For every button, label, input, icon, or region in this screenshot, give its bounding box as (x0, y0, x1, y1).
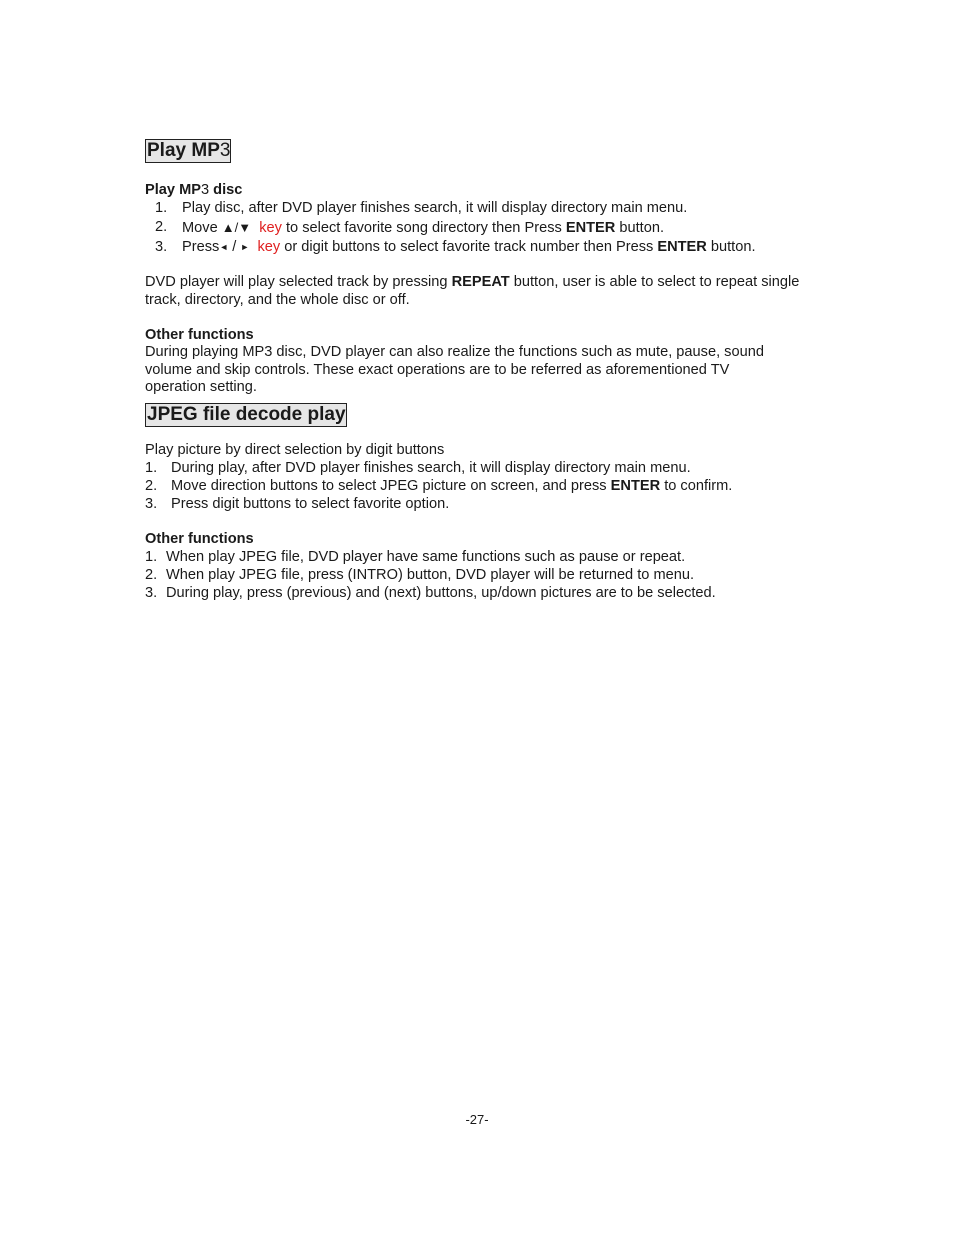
jpeg-intro: Play picture by direct selection by digit buttons (145, 441, 445, 458)
list-item: 3. Press digit buttons to select favorite option. (145, 495, 450, 512)
right-arrow-icon: ► (240, 242, 250, 252)
jpeg-section-heading: JPEG file decode play (147, 403, 346, 425)
key-label: key (259, 220, 282, 236)
list-item: 2. Move ▲/▼ key to select favorite song directory then Press ENTER button. (155, 219, 664, 236)
up-down-arrow-icon: ▲/▼ (221, 220, 252, 235)
page-number: -27- (465, 1112, 489, 1127)
jpeg-other-functions-heading: Other functions (145, 530, 254, 547)
list-item: 2. When play JPEG file, press (INTRO) button, DVD player will be returned to menu. (145, 566, 695, 583)
list-item: 1. During play, after DVD player finishes search, it will display directory main menu. (145, 459, 691, 476)
mp3-steps-list (145, 199, 845, 257)
manual-page-content (145, 139, 845, 602)
mp3-section-heading: Play MP3 (147, 140, 231, 161)
mp3-other-functions-heading: Other functions (145, 327, 254, 344)
list-item: 3. During play, press (previous) and (next) buttons, up/down pictures are to be selected. (145, 584, 716, 601)
mp3-other-functions-text: During playing MP3 disc, DVD player can also realize the functions such as mute, pause, sound volume and skip controls. These exact operations are to be referred as aforementioned TV operation setting. (145, 344, 764, 396)
mp3-section (145, 139, 845, 397)
mp3-disc-subheading: Play MP3 disc (145, 182, 243, 198)
jpeg-other-functions-list (145, 548, 845, 602)
list-item: 1. When play JPEG file, DVD player have same functions such as pause or repeat. (145, 548, 686, 565)
repeat-paragraph: DVD player will play selected track by pressing REPEAT button, user is able to select to repeat single track, directory, and the whole disc or off. (145, 274, 800, 308)
list-item: 2. Move direction buttons to select JPEG picture on screen, and press ENTER to confirm. (145, 477, 733, 494)
list-item: 3. Press◄ / ► key or digit buttons to select favorite track number then Press ENTER button. (155, 239, 756, 255)
jpeg-section (145, 403, 845, 602)
left-arrow-icon: ◄ (219, 242, 229, 252)
key-label: key (257, 239, 281, 255)
jpeg-steps-list (145, 459, 845, 513)
list-item: 1. Play disc, after DVD player finishes search, it will display directory main menu. (155, 200, 688, 216)
